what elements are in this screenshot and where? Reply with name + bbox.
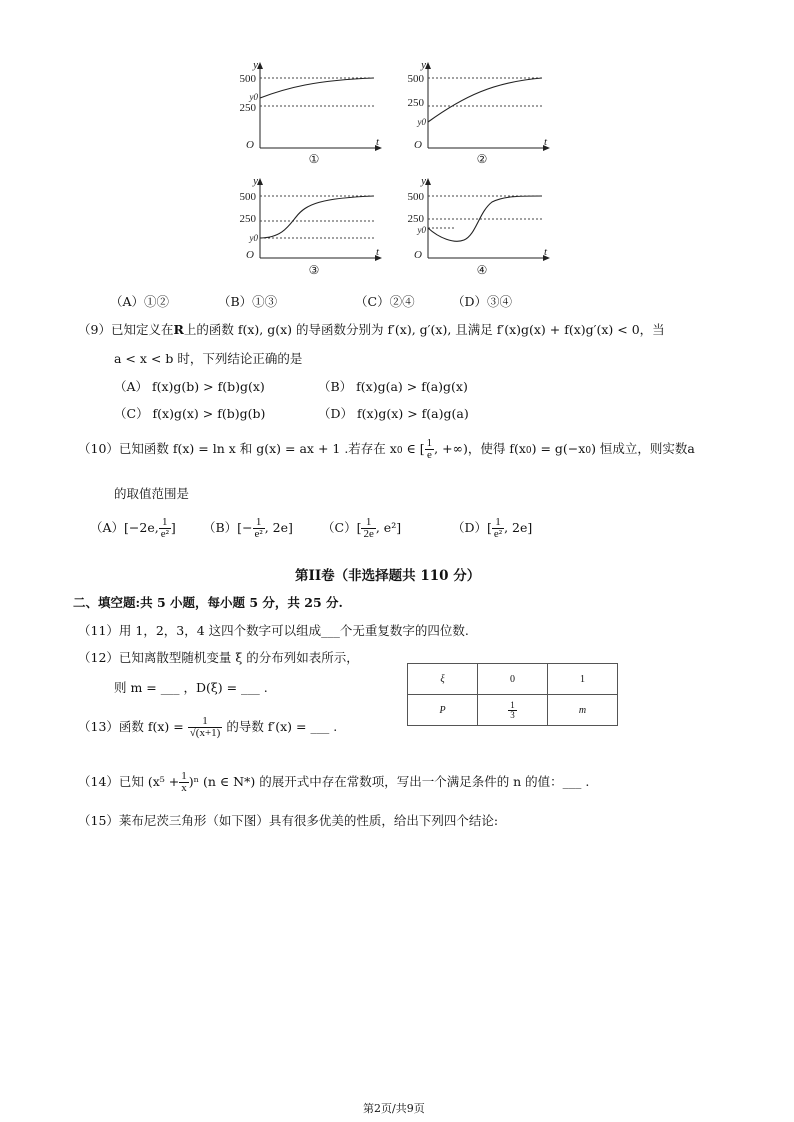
q9-stem-part1: （9）已知定义在 [78, 322, 174, 337]
q10-option-c: （C）[ $\frac{1}{2e}$ , e²] [322, 516, 402, 540]
q10-option-a: （A）[−2e, $\frac{1}{\text{e²}}$ ] [90, 516, 176, 540]
tick-500: 500 [239, 191, 256, 203]
table-cell: P [408, 695, 478, 726]
tick-250: 250 [407, 97, 424, 109]
graph-2 [404, 56, 554, 168]
q10-stem-c: , +∞)，使得 f(x [434, 441, 526, 456]
t-axis-label: t [544, 136, 548, 148]
table-row [408, 695, 618, 726]
fraction-numerator: 1 [426, 437, 433, 449]
page-footer: 第2页/共9页 [363, 1102, 425, 1115]
q14-fraction: $\frac{1}{x}$ [181, 770, 187, 794]
q9-option-c: （C） f(x)g(x) > f(b)g(b) [114, 406, 266, 421]
origin-label: O [246, 139, 254, 151]
q10-fraction [425, 438, 435, 461]
q9-stem-line2: a < x < b 时，下列结论正确的是 [114, 351, 303, 366]
graph-caption: ④ [476, 263, 488, 277]
q9-option-a: （A） f(x)g(b) > f(b)g(x) [114, 379, 265, 394]
fraction-denominator: e [426, 449, 432, 461]
q15-text: （15）莱布尼茨三角形（如下图）具有很多优美的性质，给出下列四个结论: [78, 813, 499, 828]
graph-4 [404, 172, 554, 284]
y-axis-label: y [253, 59, 258, 71]
q8-option-c: （C）②④ [355, 294, 415, 309]
q10-option-d: （D）[ $\frac{1}{\text{e²}}$ , 2e] [452, 516, 533, 540]
table-cell-fraction: $\frac{1}{3}$ [478, 695, 548, 726]
q10-stem-d: ) = g(−x [531, 441, 586, 456]
q12-line2: 则 m = ___ ，D(ξ) = ___ . [114, 680, 268, 695]
tick-500: 500 [407, 191, 424, 203]
t-axis-label: t [376, 246, 380, 258]
q10-stem-b: ∈ [ [402, 441, 425, 456]
q10-stem-a: （10）已知函数 f(x) = ln x 和 g(x) = ax + 1 .若存在 x [78, 441, 397, 456]
q9-stem [78, 320, 665, 338]
tick-y0: y0 [417, 117, 426, 127]
tick-500: 500 [407, 73, 424, 85]
q10-stem-line2: 的取值范围是 [114, 486, 190, 501]
graph-caption: ② [476, 152, 488, 166]
q8-option-d: （D）③④ [452, 294, 513, 309]
t-axis-label: t [544, 246, 548, 258]
tick-250: 250 [239, 102, 256, 114]
q8-option-b: （B）①③ [218, 294, 278, 309]
q9-stem-R: R [173, 322, 184, 337]
graph-caption: ① [308, 152, 320, 166]
q11-text: （11）用 1，2，3，4 这四个数字可以组成___个无重复数字的四位数. [78, 623, 469, 638]
tick-250: 250 [239, 213, 256, 225]
graph-1 [236, 56, 386, 168]
y-axis-label: y [421, 59, 426, 71]
origin-label: O [414, 249, 422, 261]
graph-3 [236, 172, 386, 284]
tick-y0: y0 [249, 92, 258, 102]
table-cell: ξ [408, 664, 478, 695]
q14-text: （14）已知 (x⁵ + $\frac{1}{x}$ )ⁿ (n ∈ N*) 的展开式中存在常数项，写出一个满足条件的 n 的值：___ . [78, 770, 590, 794]
table-cell: 0 [478, 664, 548, 695]
q10-stem-e: ) 恒成立，则实数a [591, 441, 695, 456]
y-axis-label: y [421, 175, 426, 187]
q13-text: （13）函数 f(x) = $\frac{1}{√(x+1)}$ 的导数 f′(x) = ___ . [78, 715, 338, 739]
q9-stem-part2: 上的函数 f(x), g(x) 的导函数分别为 f′(x), g′(x), 且满足 f′(x)g(x) + f(x)g′(x) < 0，当 [183, 322, 665, 337]
tick-250: 250 [407, 213, 424, 225]
q12-line1: （12）已知离散型随机变量 ξ 的分布列如表所示， [78, 650, 359, 665]
q8-option-a: （A）①② [110, 294, 170, 309]
tick-500: 500 [239, 73, 256, 85]
table-cell: 1 [548, 664, 618, 695]
origin-label: O [246, 249, 254, 261]
q9-option-d: （D） f(x)g(x) > f(a)g(a) [318, 406, 469, 421]
q10-stem: （10）已知函数 f(x) = ln x 和 g(x) = ax + 1 .若存在 x0 ∈ [ $\frac{1}{e}$ , +∞)，使得 f(x0) = g(−x0) 恒成立，则实数a [78, 437, 695, 461]
q13-fraction: $\frac{1}{√(x+1)}$ [189, 715, 221, 739]
q9-option-b: （B） f(x)g(a) > f(a)g(x) [318, 379, 468, 394]
table-cell: m [548, 695, 618, 726]
graph-caption: ③ [308, 263, 320, 277]
origin-label: O [414, 139, 422, 151]
y-axis-label: y [253, 175, 258, 187]
q10-option-b: （B）[− $\frac{1}{\text{e²}}$ , 2e] [203, 516, 293, 540]
part-heading: 二、填空题:共 5 小题，每小题 5 分，共 25 分. [73, 595, 343, 610]
tick-y0: y0 [417, 225, 426, 235]
t-axis-label: t [376, 136, 380, 148]
table-row [408, 664, 618, 695]
distribution-table [407, 663, 618, 726]
section-title: 第II卷（非选择题共 110 分） [295, 568, 481, 584]
tick-y0: y0 [249, 233, 258, 243]
